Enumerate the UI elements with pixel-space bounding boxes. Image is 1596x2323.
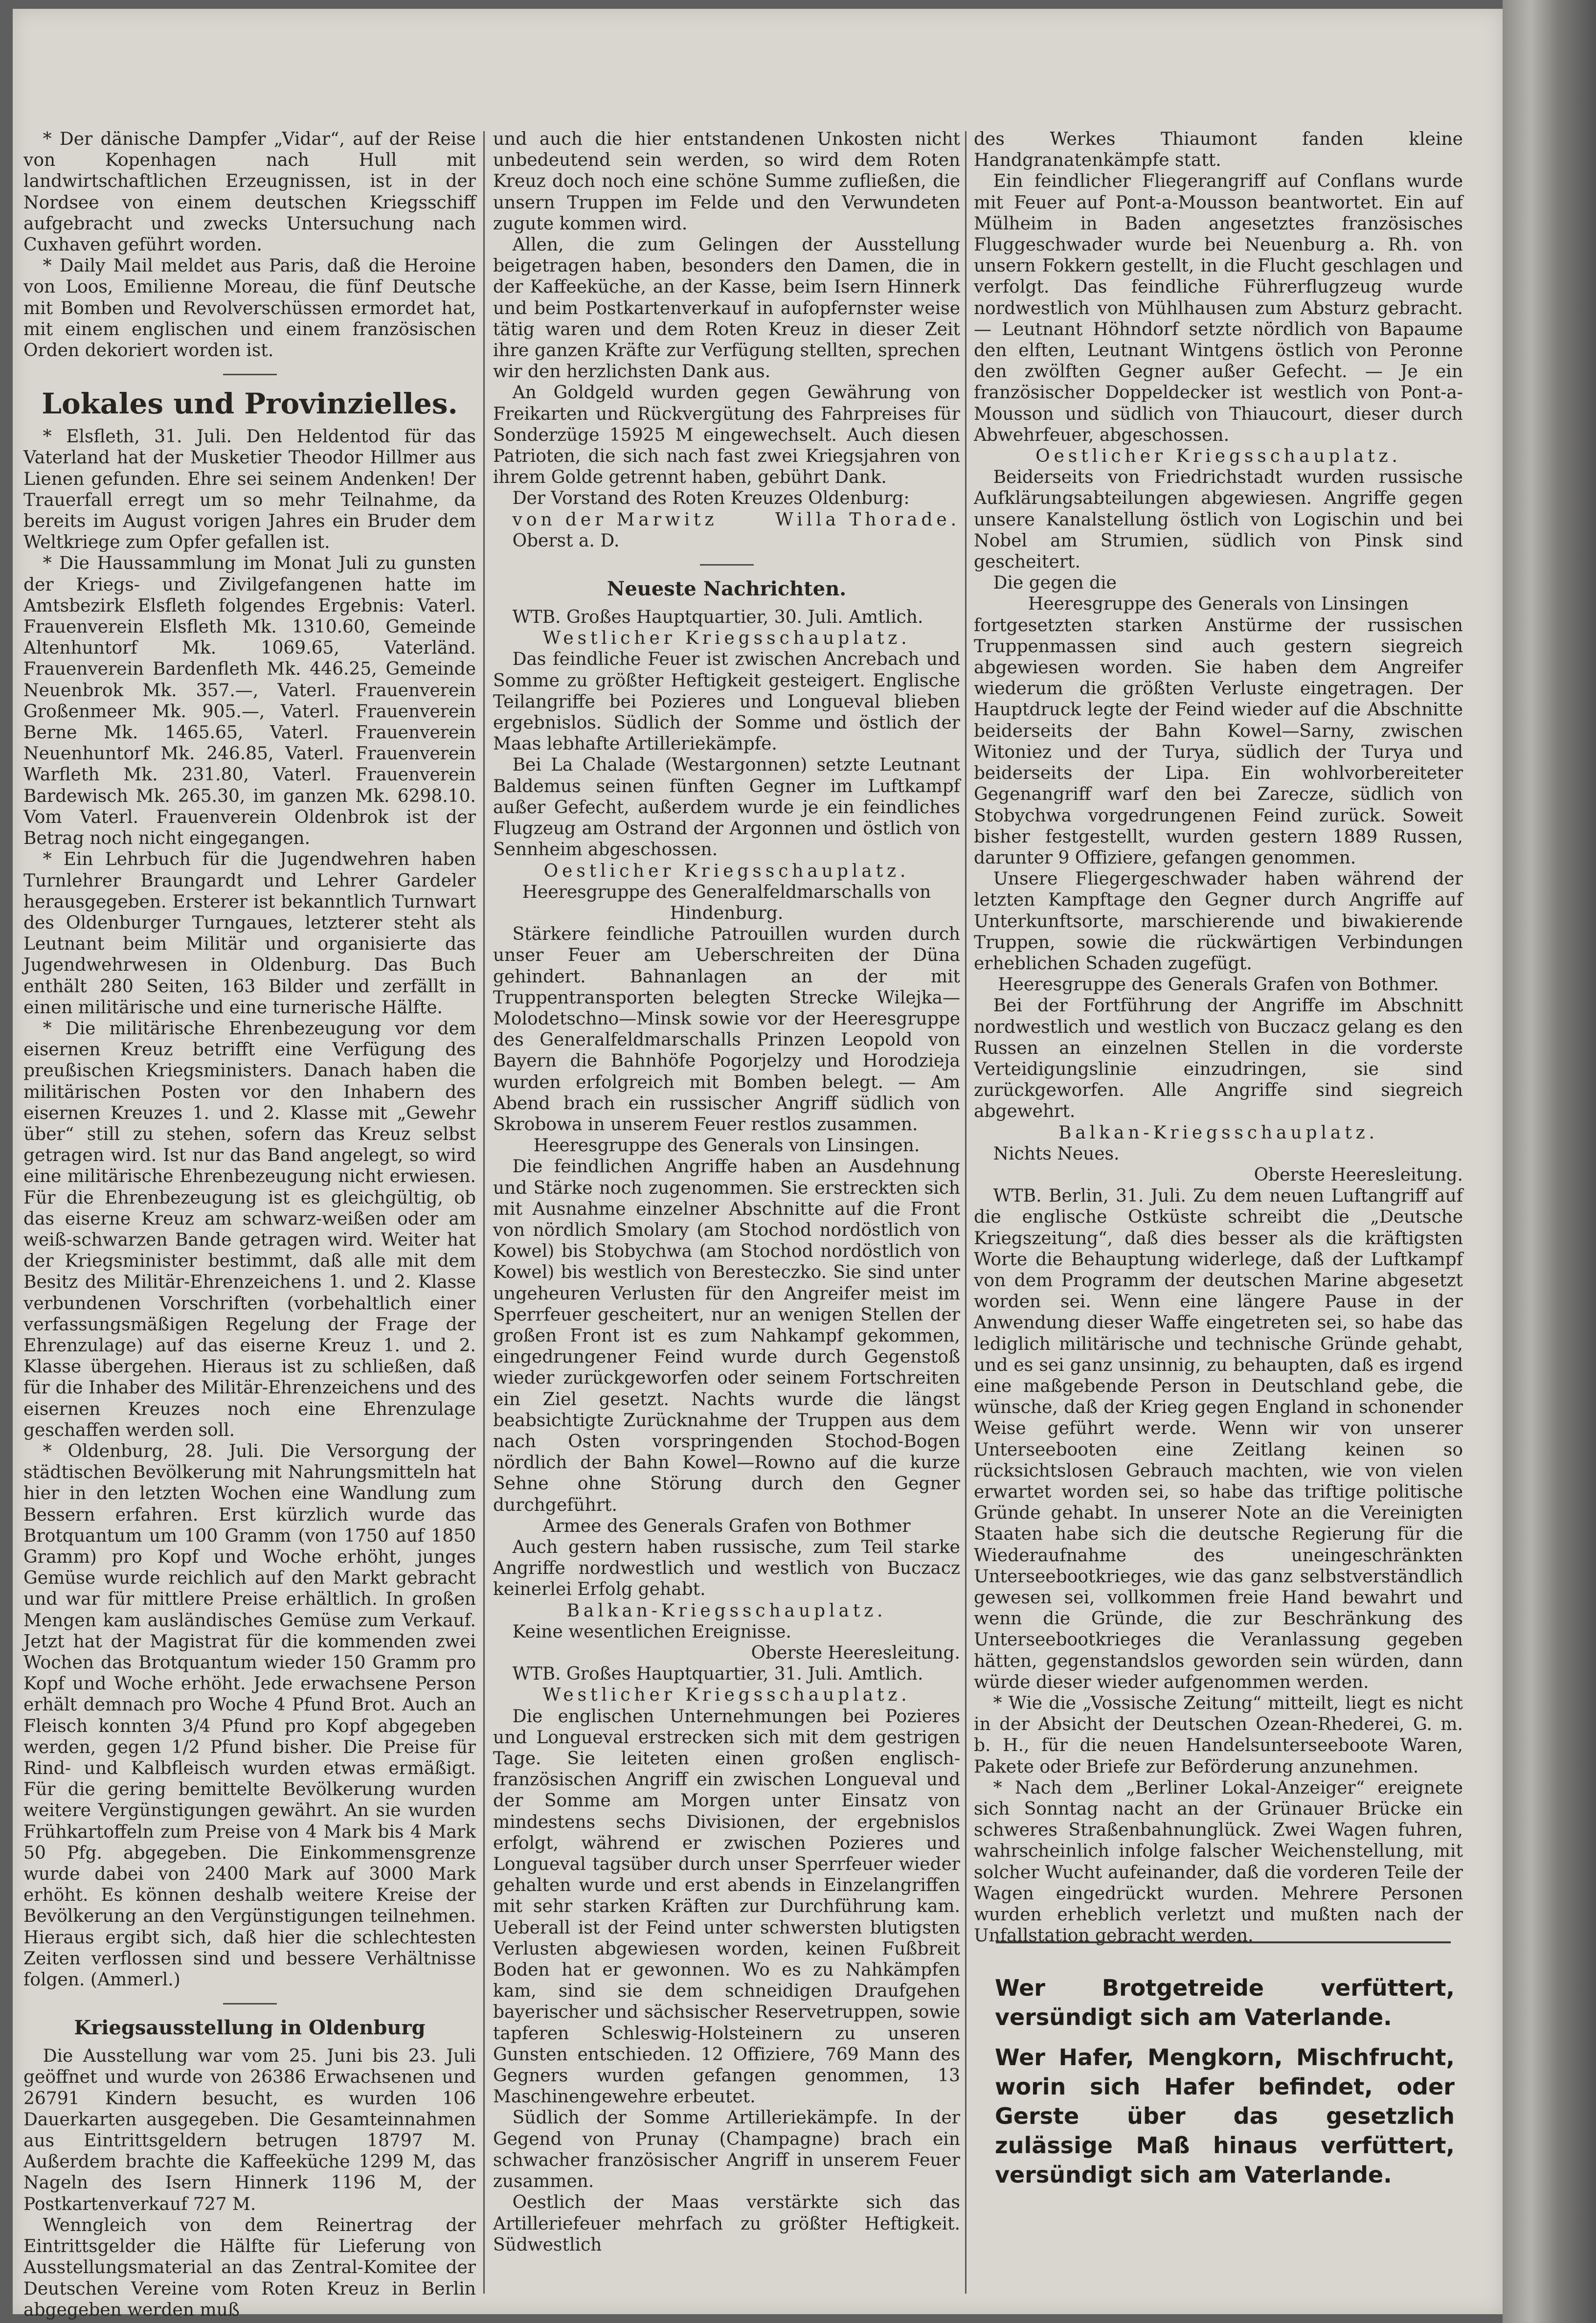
paragraph: Beiderseits von Friedrichstadt wurden russische Aufklärungsabteilungen abgewiesen. Angriffe gegen unsere Kanalstellung östlich von Logischin und bei Nobel am Strumien, südlich von Pinsk sind gescheitert. bbox=[974, 467, 1463, 572]
paragraph: WTB. Berlin, 31. Juli. Zu dem neuen Luftangriff auf die englische Ostküste schreibt die „Deutsche Kriegszeitung“, daß dies besser als die kräftigsten Worte die Behauptung widerlege, daß der Luftkampf von dem Programm der deutschen Marine abgesetzt worden sei. Wenn eine längere Pause in der Anwendung dieser Waffe eingetreten sei, so habe das lediglich militärische und technische Gründe gehabt, und es sei ganz unsinnig, zu behaupten, daß es irgend eine maßgebende Person in Deutschland gebe, die wünsche, daß der Krieg gegen England in schonender Weise geführt werde. Wenn wir von unserer Unterseebooten eine Zeitlang keinen so rücksichtslosen Gebrauch machten, wie von vielen erwartet worden sei, so habe das triftige politische Gründe gehabt. In unserer Note an die Vereinigten Staaten habe sich die deutsche Regierung für die Wiederaufnahme des uneingeschränkten Unterseebootkrieges, wie das ganz selbstverständlich gewesen sei, vollkommen freie Hand bewahrt und wenn die Gründe, die zur Beschränkung des Unterseebootkrieges die Veranlassung gegeben hätten, gegenstandslos geworden sein würden, dann würde dieser wieder aufgenommen werden. bbox=[974, 1186, 1463, 1692]
newspaper-page bbox=[13, 9, 1503, 2320]
column-left bbox=[23, 129, 476, 2321]
theater-heading: Westlicher Kriegsschauplatz. bbox=[542, 1685, 911, 1706]
army-group-heading: Heeresgruppe des Generalfeldmarschalls von Hindenburg. bbox=[522, 882, 931, 923]
paragraph: Wenngleich von dem Reinertrag der Eintrittsgelder die Hälfte für Lieferung von Ausstellungsmaterial an das Zentral-Komitee der Deutschen Vereine vom Roten Kreuz in Berlin abgegeben werden muß bbox=[23, 2215, 476, 2320]
theater-heading: Westlicher Kriegsschauplatz. bbox=[542, 628, 911, 649]
paragraph: * Die militärische Ehrenbezeugung vor dem eisernen Kreuz betrifft eine Verfügung des preußischen Kriegsministers. Danach haben die militärischen Posten vor den Inhabern des eisernen Kreuzes 1. und 2. Klasse mit „Gewehr über“ still zu stehen, sofern das Kreuz selbst getragen wird. Ist nur das Band angelegt, so wird eine militärische Ehrenbezeugung nicht erwiesen. Für die Ehrenbezeugung ist es gleichgültig, ob das eiserne Kreuz am schwarz-weißen oder am weiß-schwarzen Bande getragen wird. Weiter hat der Kriegsminister bestimmt, daß alle mit dem Besitz des Militär-Ehrenzeichens 1. und 2. Klasse verbundenen Vorschriften (vorbehaltlich einer verfassungsmäßigen Regelung der Frage der Ehrenzulage) auf das eiserne Kreuz 1. und 2. Klasse übergehen. Hieraus ist zu schließen, daß für die Inhaber des Militär-Ehrenzeichens und des eisernen Kreuzes noch eine Ehrenzulage geschaffen werden soll. bbox=[23, 1018, 476, 1440]
paragraph: * Daily Mail meldet aus Paris, daß die Heroine von Loos, Emilienne Moreau, die fünf Deutsche mit Bomben und Revolverschüssen ermordet hat, mit einem englischen und einem französischen Orden dekoriert worden ist. bbox=[23, 256, 476, 361]
separator bbox=[223, 2003, 277, 2004]
separator bbox=[700, 564, 754, 566]
paragraph: Auch gestern haben russische, zum Teil starke Angriffe nordwestlich und westlich von Buczacz keinerlei Erfolg gehabt. bbox=[493, 1537, 960, 1600]
signature-left: von der Marwitz bbox=[512, 509, 718, 530]
paragraph: Bei der Fortführung der Angriffe im Abschnitt nordwestlich und westlich von Buczacz gelang es den Russen an einzelnen Stellen in die vorderste Verteidigungslinie einzudringen, sie sind zurückgeworfen. Alle Angriffe sind siegreich abgewehrt. bbox=[974, 996, 1463, 1122]
news-title: Neueste Nachrichten. bbox=[607, 577, 847, 601]
paragraph: Nichts Neues. bbox=[993, 1143, 1120, 1164]
theater-heading: Balkan-Kriegsschauplatz. bbox=[566, 1600, 887, 1621]
paragraph: Unsere Fliegergeschwader haben während der letzten Kampftage den Gegner durch Angriffe auf Unterkunftsorte, marschierende und biwakierende Truppen, sowie die rückwärtigen Verbindungen erheblichen Schaden zugefügt. bbox=[974, 869, 1463, 974]
paragraph: Die Ausstellung war vom 25. Juni bis 23. Juli geöffnet und wurde von 26386 Erwachsenen und 26791 Kindern besucht, es wurden 106 Dauerkarten ausgegeben. Die Gesamteinnahmen aus Eintrittsgeldern betrugen 18797 M. Außerdem brachte die Kaffeeküche 1299 M, das Nageln des Isern Hinnerk 1196 M, der Postkartenverkauf 727 M. bbox=[23, 2046, 476, 2214]
book-spine bbox=[1503, 0, 1596, 2323]
army-group-heading: Heeresgruppe des Generals von Linsingen bbox=[1028, 594, 1409, 615]
paragraph: * Elsfleth, 31. Juli. Den Heldentod für das Vaterland hat der Musketier Theodor Hillmer aus Lienen gefunden. Ehre sei seinem Andenken! Der Trauerfall erregt um so mehr Teilnahme, da bereits im August vorigen Jahres ein Bruder dem Weltkriege zum Opfer gefallen ist. bbox=[23, 427, 476, 553]
army-group-heading: Heeresgruppe des Generals von Linsingen. bbox=[533, 1136, 920, 1156]
report-signature: Oberste Heeresleitung. bbox=[1254, 1164, 1463, 1185]
theater-heading: Balkan-Kriegsschauplatz. bbox=[1058, 1122, 1378, 1143]
notice-line: Wer Hafer, Mengkorn, Mischfrucht, worin sich Hafer befindet, oder Gerste über das gesetzlich zulässige Maß hinaus verfüttert, versündigt sich am Vaterlande. bbox=[995, 2044, 1455, 2188]
column-rule bbox=[965, 131, 967, 2294]
army-group-heading: Heeresgruppe des Generals Grafen von Bothmer. bbox=[998, 975, 1439, 995]
paragraph: * Nach dem „Berliner Lokal-Anzeiger“ ereignete sich Sonntag nacht an der Grünauer Brücke ein schweres Straßenbahnunglück. Zwei Wagen fuhren, wahrscheinlich infolge falscher Weichenstellung, mit solcher Wucht aufeinander, daß die vorderen Teile der Wagen eingedrückt wurden. Mehrere Personen wurden erheblich verletzt und mußten nach der Unfallstation gebracht werden. bbox=[974, 1777, 1463, 1946]
paragraph: des Werkes Thiaumont fanden kleine Handgranatenkämpfe statt. bbox=[974, 129, 1463, 171]
report-header: WTB. Großes Hauptquartier, 31. Juli. Amtlich. bbox=[512, 1664, 923, 1685]
paragraph: Die englischen Unternehmungen bei Pozieres und Longueval erstrecken sich mit dem gestrigen Tage. Sie leiteten einen großen englisch-französischen Angriff ein zwischen Longueval und der Somme am Morgen unter Einsatz von mindestens sechs Divisionen, der ergebnislos erfolgt, während er zwischen Pozieres und Longueval tagsüber durch unser Sperrfeuer wieder gehalten wurde und erst abends in Einzelangriffen mit sehr starken Kräften zur Durchführung kam. Ueberall ist der Feind unter schwersten blutigsten Verlusten abgewiesen worden, keinen Fußbreit Boden hat er gewonnen. Wo es zu Nahkämpfen kam, sind sie dem schneidigen Draufgehen bayerischer und sächsischer Reservetruppen, sowie tapferen Schleswig-Holsteinern zu unseren Gunsten entschieden. 12 Offiziere, 769 Mann des Gegners wurden gefangen genommen, 13 Maschinengewehre erbeutet. bbox=[493, 1706, 960, 2107]
paragraph: * Ein Lehrbuch für die Jugendwehren haben Turnlehrer Braungardt und Lehrer Gardeler herausgegeben. Ersterer ist bekanntlich Turnwart des Oldenburger Turngaues, letzterer steht als Leutnant beim Militär und organisierte das Jugendwehrwesen in Oldenburg. Das Buch enthält 280 Seiten, 163 Bilder und zerfällt in einen militärische und eine turnerische Hälfte. bbox=[23, 849, 476, 1018]
paragraph: fortgesetzten starken Anstürme der russischen Truppenmassen sind auch gestern siegreich abgewiesen worden. Sie haben dem Angreifer wiederum die größten Verluste eingetragen. Der Hauptdruck legte der Feind wieder auf die Abschnitte beiderseits der Bahn Kowel—Sarny, zwischen Witoniez und der Turya, südlich der Turya und beiderseits der Lipa. Ein wohlvorbereiteter Gegenangriff warf den bei Zarecze, südlich von Stobychwa vorgedrungenen Feind zurück. Soweit bisher festgestellt, wurden gestern 1889 Russen, darunter 9 Offiziere, gefangen genommen. bbox=[974, 615, 1463, 868]
paragraph: Südlich der Somme Artilleriekämpfe. In der Gegend von Prunay (Champagne) brach ein schwacher französischer Angriff in unserem Feuer zusammen. bbox=[493, 2108, 960, 2192]
paragraph: Die gegen die bbox=[993, 573, 1117, 593]
theater-heading: Oestlicher Kriegsschauplatz. bbox=[543, 861, 910, 881]
article-title: Kriegsausstellung in Oldenburg bbox=[74, 2016, 426, 2040]
column-right bbox=[974, 129, 1463, 1946]
paragraph: Bei La Chalade (Westargonnen) setzte Leutnant Baldemus seinen fünften Gegner im Luftkampf außer Gefecht, außerdem wurde je ein feindliches Flugzeug am Ostrand der Argonnen und östlich von Sennheim abgeschossen. bbox=[493, 755, 960, 860]
paragraph: * Wie die „Vossische Zeitung“ mitteilt, liegt es nicht in der Absicht der Deutschen Ozean-Rhederei, G. m. b. H., für die neuen Handelsunterseeboote Waren, Pakete oder Briefe zur Beförderung anzunehmen. bbox=[974, 1693, 1463, 1777]
paragraph: Allen, die zum Gelingen der Ausstellung beigetragen haben, besonders den Damen, die in der Kaffeeküche, an der Kasse, beim Isern Hinnerk und beim Postkartenverkauf in aufopfernster weise tätig waren und dem Roten Kreuz in dieser Zeit ihre ganzen Kräfte zur Verfügung stellten, sprechen wir den herzlichsten Dank aus. bbox=[493, 235, 960, 382]
paragraph: Keine wesentlichen Ereignisse. bbox=[512, 1621, 791, 1642]
committee-line: Der Vorstand des Roten Kreuzes Oldenburg: bbox=[512, 488, 910, 509]
paragraph: und auch die hier entstandenen Unkosten nicht unbedeutend sein werden, so wird dem Roten Kreuz doch noch eine schöne Summe zufließen, die unsern Truppen im Felde und den Verwundeten zugute kommen wird. bbox=[493, 129, 960, 234]
signature-rank: Oberst a. D. bbox=[512, 530, 620, 551]
signature-line bbox=[493, 509, 960, 530]
theater-heading: Oestlicher Kriegsschauplatz. bbox=[1035, 446, 1401, 467]
paragraph: * Der dänische Dampfer „Vidar“, auf der Reise von Kopenhagen nach Hull mit landwirtschaftlichen Erzeugnissen, ist in der Nordsee von einem deutschen Kriegsschiff aufgebracht und zwecks Untersuchung nach Cuxhaven geführt worden. bbox=[23, 129, 476, 255]
paragraph: Das feindliche Feuer ist zwischen Ancrebach und Somme zu größter Heftigkeit gesteigert. Englische Teilangriffe bei Pozieres und Longueval blieben ergebnislos. Südlich der Somme und östlich der Maas lebhafte Artilleriekämpfe. bbox=[493, 649, 960, 754]
notice-rule bbox=[996, 1941, 1451, 1943]
signature-right: Willa Thorade. bbox=[775, 509, 960, 530]
paragraph: Ein feindlicher Fliegerangriff auf Conflans wurde mit Feuer auf Pont-a-Mousson beantwortet. Ein auf Mülheim in Baden angesetztes französisches Fluggeschwader wurde bei Neuenburg a. Rh. von unsern Fokkern gestellt, in die Flucht geschlagen und verfolgt. Das feindliche Führerflugzeug wurde nordwestlich von Mühlhausen zum Absturz gebracht. — Leutnant Höhndorf setzte nördlich von Bapaume den elften, Leutnant Wintgens östlich von Peronne den zwölften Gegner außer Gefecht. — Je ein französischer Doppeldecker ist westlich von Pont-a-Mousson und südlich von Thiaucourt, dieser durch Abwehrfeuer, abgeschossen. bbox=[974, 171, 1463, 445]
paragraph: * Oldenburg, 28. Juli. Die Versorgung der städtischen Bevölkerung mit Nahrungsmitteln hat hier in den letzten Wochen eine Wandlung zum Bessern erfahren. Erst kürzlich wurde das Brotquantum um 100 Gramm (von 1750 auf 1850 Gramm) pro Kopf und Woche erhöht, junges Gemüse wurde reichlich auf den Markt gebracht und war für mittlere Preise erhältlich. In großen Mengen kam ausländisches Gemüse zum Verkauf. Jetzt hat der Magistrat für die kommenden zwei Wochen das Brotquantum wieder 150 Gramm pro Kopf und Woche erhöht. Jede erwachsene Person erhält demnach pro Woche 4 Pfund Brot. Auch an Fleisch konnten 3/4 Pfund pro Kopf abgegeben werden, gegen 1/2 Pfund bisher. Die Preise für Rind- und Kalbfleisch wurden etwas ermäßigt. Für die gering bemittelte Bevölkerung wurden weitere Vergünstigungen gewährt. An sie wurden Frühkartoffeln zum Preise von 4 Mark bis 4 Mark 50 Pfg. abgegeben. Die Einkommensgrenze wurde dabei von 2400 Mark auf 3000 Mark erhöht. Es können deshalb weitere Kreise der Bevölkerung an den Vergünstigungen teilnehmen. Hieraus ergibt sich, daß hier die schlechtesten Zeiten verflossen sind und bessere Verhältnisse folgen. (Ammerl.) bbox=[23, 1441, 476, 1990]
feeding-notice bbox=[995, 1973, 1455, 2200]
separator bbox=[223, 374, 277, 375]
paragraph: An Goldgeld wurden gegen Gewährung von Freikarten und Rückvergütung des Fahrpreises für Sonderzüge 15925 M eingewechselt. Auch diesen Patrioten, die sich nach fast zwei Kriegsjahren von ihrem Golde getrennt haben, gebührt Dank. bbox=[493, 383, 960, 488]
paragraph: * Die Haussammlung im Monat Juli zu gunsten der Kriegs- und Zivilgefangenen hatte im Amtsbezirk Elsfleth folgendes Ergebnis: Vaterl. Frauenverein Elsfleth Mk. 1310.60, Gemeinde Altenhuntorf Mk. 1069.65, Vaterländ. Frauenverein Bardenfleth Mk. 446.25, Gemeinde Neuenbrok Mk. 357.—, Vaterl. Frauenverein Großenmeer Mk. 905.—, Vaterl. Frauenverein Berne Mk. 1465.65, Vaterl. Frauenverein Neuenhuntorf Mk. 246.85, Vaterl. Frauenverein Warfleth Mk. 231.80, Vaterl. Frauenverein Bardewisch Mk. 265.30, im ganzen Mk. 6298.10. Vom Vaterl. Frauenverein Oldenbrok ist der Betrag noch nicht eingegangen. bbox=[23, 553, 476, 849]
paragraph: Die feindlichen Angriffe haben an Ausdehnung und Stärke noch zugenommen. Sie erstreckten sich mit Ausnahme einzelner Abschnitte auf die Front von nördlich Smolary (am Stochod nordöstlich von Kowel) bis Stobychwa (am Stochod nordöstlich von Kowel) bis westlich von Beresteczko. Sie sind unter ungeheuren Verlusten für den Angreifer meist im Sperrfeuer gescheitert, nur an wenigen Stellen der großen Front ist es zum Nahkampf gekommen, eingedrungener Feind wurde durch Gegenstoß wieder zurückgeworfen oder seinem Fortschreiten ein Ziel gesetzt. Nachts wurde die längst beabsichtigte Zurücknahme der Truppen aus dem nach Osten vorspringenden Stochod-Bogen nördlich der Bahn Kowel—Rowno auf die kurze Sehne ohne Störung durch den Gegner durchgeführt. bbox=[493, 1157, 960, 1515]
report-signature: Oberste Heeresleitung. bbox=[751, 1643, 960, 1663]
paragraph: Stärkere feindliche Patrouillen wurden durch unser Feuer am Ueberschreiten der Düna gehindert. Bahnanlagen an der mit Truppentransporten belegten Strecke Wilejka—Molodetschno—Minsk sowie vor der Heeresgruppe des Generalfeldmarschalls Prinzen Leopold von Bayern die Bahnhöfe Pogorjelzy und Horodzieja wurden erfolgreich mit Bomben belegt. — Am Abend brach ein russischer Angriff südlich von Skrobowa in unserem Feuer restlos zusammen. bbox=[493, 924, 960, 1135]
notice-line: Wer Brotgetreide verfüttert, versündigt sich am Vaterlande. bbox=[995, 1975, 1455, 2030]
army-group-heading: Armee des Generals Grafen von Bothmer bbox=[542, 1516, 911, 1536]
paragraph: Oestlich der Maas verstärkte sich das Artilleriefeuer mehrfach zu größter Heftigkeit. Südwestlich bbox=[493, 2192, 960, 2255]
column-middle bbox=[493, 129, 960, 2311]
column-rule bbox=[483, 131, 485, 2294]
report-header: WTB. Großes Hauptquartier, 30. Juli. Amtlich. bbox=[512, 607, 923, 628]
section-title: Lokales und Provinzielles. bbox=[42, 387, 458, 421]
